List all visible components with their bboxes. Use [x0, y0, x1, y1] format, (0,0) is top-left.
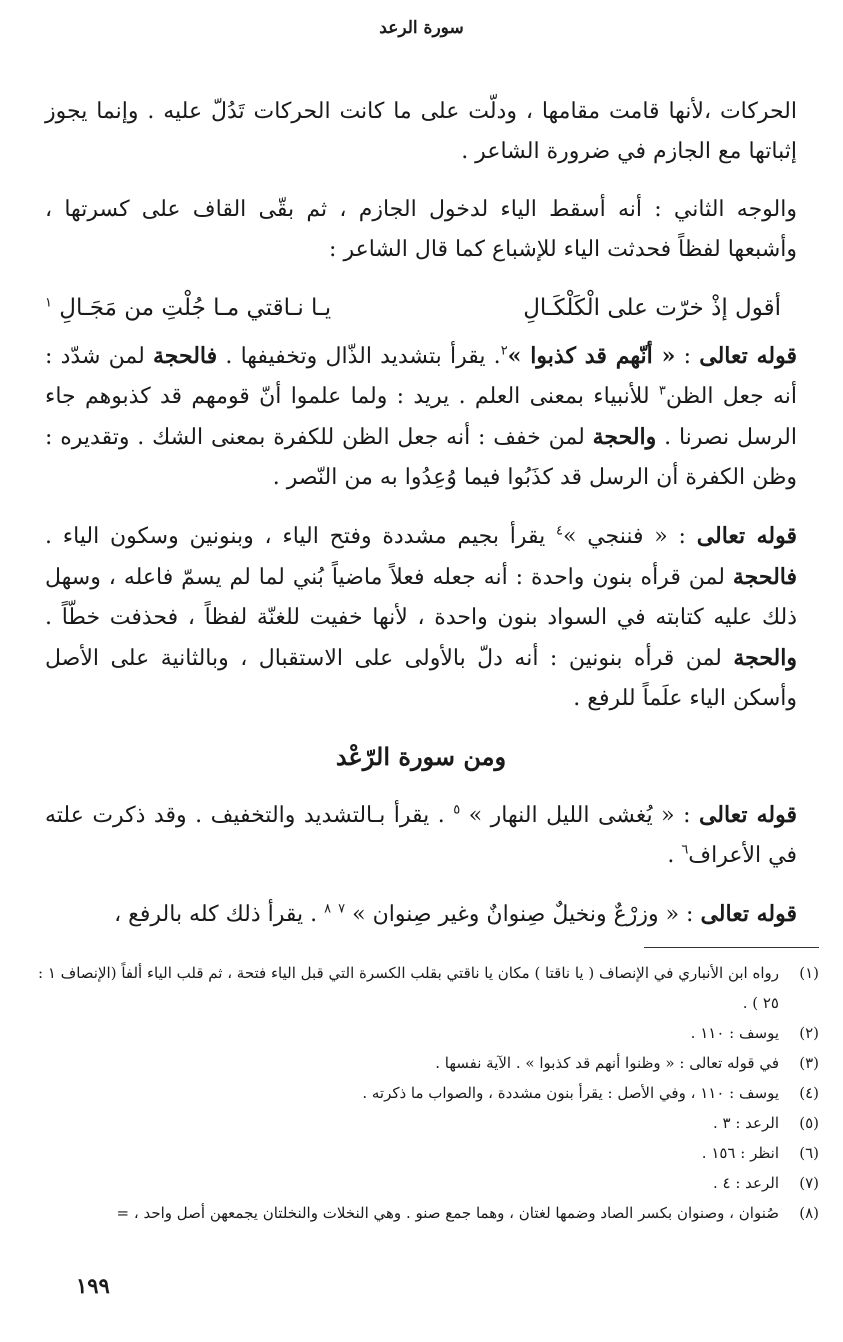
verse-keyword: قوله تعالى — [700, 901, 797, 927]
footnote-text: الرعد : ٣ . — [712, 1114, 779, 1132]
footnote-number: (٤) — [799, 1084, 819, 1102]
footnote-number: (٣) — [799, 1054, 819, 1072]
verse-keyword: قوله تعالى — [696, 523, 797, 549]
footnote-item — [23, 958, 819, 1018]
footnote-text: صُنوان ، وصنوان بكسر الصاد وضمها لغتان ، وهما جمع صنو . وهي النخلات والنخلتان يجمعهن أصل واحد ، = — [116, 1204, 779, 1222]
footnote-ref: ٧ — [338, 901, 346, 917]
footnote-text: يوسف : ١١٠ ، وفي الأصل : يقرأ بنون مشددة ، والصواب ما ذكرته . — [362, 1084, 779, 1102]
verse-quote: « فننجي » — [563, 524, 668, 549]
footnote-item — [23, 1048, 819, 1078]
verse-quote: « وزرْعٌ ونخيلٌ صِنوانٌ وغير صِنوان » — [352, 902, 680, 927]
footnote-separator — [644, 947, 819, 948]
footnote-ref: ٥ — [453, 802, 461, 818]
poem-verse — [45, 288, 797, 328]
footnote-text: رواه ابن الأنباري في الإنصاف ( يا ناقتا ) مكان يا ناقتي بقلب الكسرة التي قبل الياء فتحة ، ثم قلب الياء ألفاً (الإنصاف ١ : ٢٥ ) . — [38, 964, 779, 1012]
verse-quote: « أنّهم قد كذبوا » — [507, 343, 676, 369]
poem-hemistich-2: يـا نـاقتي مـا جُلْتِ من مَجَـالِ $^١$ — [45, 295, 332, 321]
footnote-item — [23, 1138, 819, 1168]
footnote-ref: ٣ — [658, 383, 666, 399]
verse-commentary-4: قوله تعالى : « وزرْعٌ ونخيلٌ صِنوانٌ وغير صِنوان » $^٧$ $^٨$ . يقرأ ذلك كله بالرفع ، — [114, 901, 797, 927]
hujja-label: والحجة — [733, 645, 797, 671]
footnote-item — [23, 1078, 819, 1108]
footnote-number: (٢) — [799, 1024, 819, 1042]
footnote-number: (٧) — [799, 1174, 819, 1192]
footnote-item — [23, 1108, 819, 1138]
footnote-text: انظر : ١٥٦ . — [701, 1144, 779, 1162]
verse-quote: « يُغشى الليل النهار » — [468, 803, 675, 828]
footnote-ref: ٦ — [681, 842, 689, 858]
footnote-text: يوسف : ١١٠ . — [690, 1024, 779, 1042]
footnote-number: (٨) — [799, 1204, 819, 1222]
poem-hemistich-1: أقول إذْ خرّت على الْكَلْكَـالِ — [523, 295, 781, 321]
verse-commentary-3: قوله تعالى : « يُغشى الليل النهار » $^٥$ . يقرأ بـالتشديد والتخفيف . وقد ذكرت علته في الأعراف$^٦$ . — [45, 802, 797, 868]
footnote-item — [23, 1168, 819, 1198]
footnote-text: الرعد : ٤ . — [712, 1174, 779, 1192]
footnote-ref: ١ — [45, 295, 52, 311]
footnote-ref: ٤ — [556, 523, 563, 539]
hujja-label: فالحجة — [153, 343, 218, 369]
paragraph-2: والوجه الثاني : أنه أسقط الياء لدخول الجازم ، ثم بقّى القاف على كسرتها ، وأشبعها لفظاً فحدثت الياء للإشباع كما قال الشاعر : — [45, 197, 797, 262]
footnote-number: (١) — [799, 964, 819, 982]
verse-keyword: قوله تعالى — [698, 802, 797, 828]
footnote-ref: ٨ — [324, 901, 332, 917]
footnote-ref: ٢ — [500, 343, 508, 359]
page-number: ١٩٩ — [76, 1273, 110, 1298]
hujja-label: والحجة — [592, 424, 657, 450]
verse-commentary-1: قوله تعالى : « أنّهم قد كذبوا »$^٢$. يقرأ بتشديد الذّال وتخفيفها . فالحجة لمن شدّد : أنه جعل الظن$^٣$ للأنبياء بمعنى العلم . يريد : ولما علموا أنّ قومهم قد كذبوهم جاء الرسل نصرنا . والحجة لمن خفف : أنه جعل الظن للكفرة بمعنى الشك . وتقديره : وظن الكفرة أن الرسل قد كذَبُوا فيما وُعِدُوا به من النّصر . — [45, 343, 798, 490]
footnote-text: في قوله تعالى : « وظنوا أنهم قد كذبوا » . الآية نفسها . — [435, 1054, 779, 1072]
footnote-number: (٥) — [799, 1114, 819, 1132]
paragraph-1: الحركات ،لأنها قامت مقامها ، ودلّت على ما كانت الحركات تَدُلّ عليه . وإنما يجوز إثباتها مع الجازم في ضرورة الشاعر . — [45, 99, 797, 164]
hujja-label: فالحجة — [732, 564, 797, 590]
footnotes — [23, 958, 819, 1228]
verse-keyword: قوله تعالى — [699, 343, 797, 369]
footnote-number: (٦) — [799, 1144, 819, 1162]
footnote-item — [23, 1018, 819, 1048]
main-text — [45, 92, 797, 953]
verse-commentary-2: قوله تعالى : « فننجي »$^٤$ يقرأ بجيم مشددة وفتح الياء ، وبنونين وسكون الياء . فالحجة لمن قرأه بنون واحدة : أنه جعله فعلاً ماضياً بُني لما لم يسمّ فاعله ، وسهل ذلك عليه كتابته في السواد بنون واحدة ، لأنها خفيت للغنّة لفظاً ، فحذفت خطّاً . والحجة لمن قرأه بنونين : أنه دلّ بالأولى على الاستقبال ، وبالثانية على الأصل وأسكن الياء علَماً للرفع . — [45, 523, 797, 711]
running-head: سورة الرعد — [379, 18, 464, 38]
footnote-item — [23, 1198, 819, 1228]
surah-heading: ومن سورة الرّعْد — [335, 742, 507, 771]
